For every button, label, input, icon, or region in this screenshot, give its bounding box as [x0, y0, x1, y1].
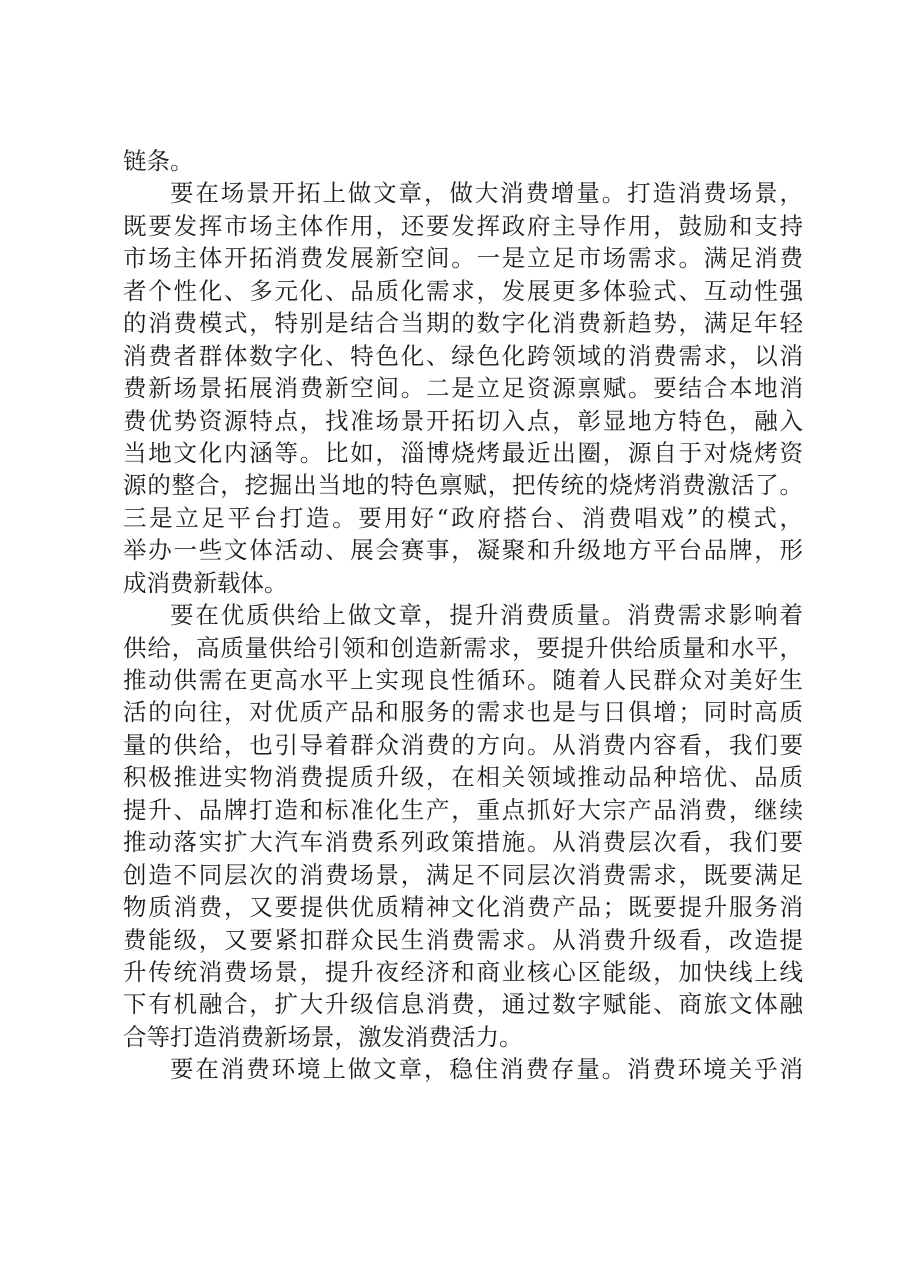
text-line: 积极推进实物消费提质升级，在相关领域推动品种培优、品质: [123, 763, 803, 792]
text-line: 既要发挥市场主体作用，还要发挥政府主导作用，鼓励和支持: [123, 211, 803, 240]
paragraph-first-line: 要在优质供给上做文章，提升消费质量。消费需求影响着: [170, 601, 803, 630]
text-line: 推动落实扩大汽车消费系列政策措施。从消费层次看，我们要: [123, 828, 803, 857]
text-line: 消费者群体数字化、特色化、绿色化跨领域的消费需求，以消: [123, 341, 803, 370]
text-line: 下有机融合，扩大升级信息消费，通过数字赋能、商旅文体融: [123, 990, 803, 1019]
text-line: 源的整合，挖掘出当地的特色禀赋，把传统的烧烤消费激活了。: [123, 471, 803, 500]
text-line: 费能级，又要紧扣群众民生消费需求。从消费升级看，改造提: [123, 925, 803, 954]
text-line: 费优势资源特点，找准场景开拓切入点，彰显地方特色，融入: [123, 406, 803, 435]
text-line: 的消费模式，特别是结合当期的数字化消费新趋势，满足年轻: [123, 309, 803, 338]
text-line: 市场主体开拓消费发展新空间。一是立足市场需求。满足消费: [123, 244, 803, 273]
paragraph-first-line: 要在消费环境上做文章，稳住消费存量。消费环境关乎消: [170, 1055, 803, 1084]
paragraph-first-line: 要在场景开拓上做文章，做大消费增量。打造消费场景，: [170, 179, 803, 208]
text-line: 链条。: [123, 147, 194, 175]
text-line: 合等打造消费新场景，激发消费活力。: [123, 1022, 523, 1051]
text-line: 三是立足平台打造。要用好“政府搭台、消费唱戏”的模式，: [123, 503, 803, 532]
text-line: 者个性化、多元化、品质化需求，发展更多体验式、互动性强: [123, 276, 803, 305]
text-line: 供给，高质量供给引领和创造新需求，要提升供给质量和水平，: [123, 633, 803, 662]
text-line: 创造不同层次的消费场景，满足不同层次消费需求，既要满足: [123, 860, 803, 889]
text-line: 物质消费，又要提供优质精神文化消费产品；既要提升服务消: [123, 893, 803, 922]
text-line: 成消费新载体。: [123, 568, 288, 597]
text-line: 举办一些文体活动、展会赛事，凝聚和升级地方平台品牌，形: [123, 536, 803, 565]
text-line: 活的向往，对优质产品和服务的需求也是与日俱增；同时高质: [123, 698, 803, 727]
text-line: 当地文化内涵等。比如，淄博烧烤最近出圈，源自于对烧烤资: [123, 438, 803, 467]
text-line: 推动供需在更高水平上实现良性循环。随着人民群众对美好生: [123, 666, 803, 694]
text-line: 费新场景拓展消费新空间。二是立足资源禀赋。要结合本地消: [123, 374, 803, 403]
text-line: 量的供给，也引导着群众消费的方向。从消费内容看，我们要: [123, 730, 803, 759]
text-line: 提升、品牌打造和标准化生产，重点抓好大宗产品消费，继续: [123, 795, 803, 824]
text-line: 升传统消费场景，提升夜经济和商业核心区能级，加快线上线: [123, 957, 803, 986]
body-text: [123, 145, 803, 1086]
